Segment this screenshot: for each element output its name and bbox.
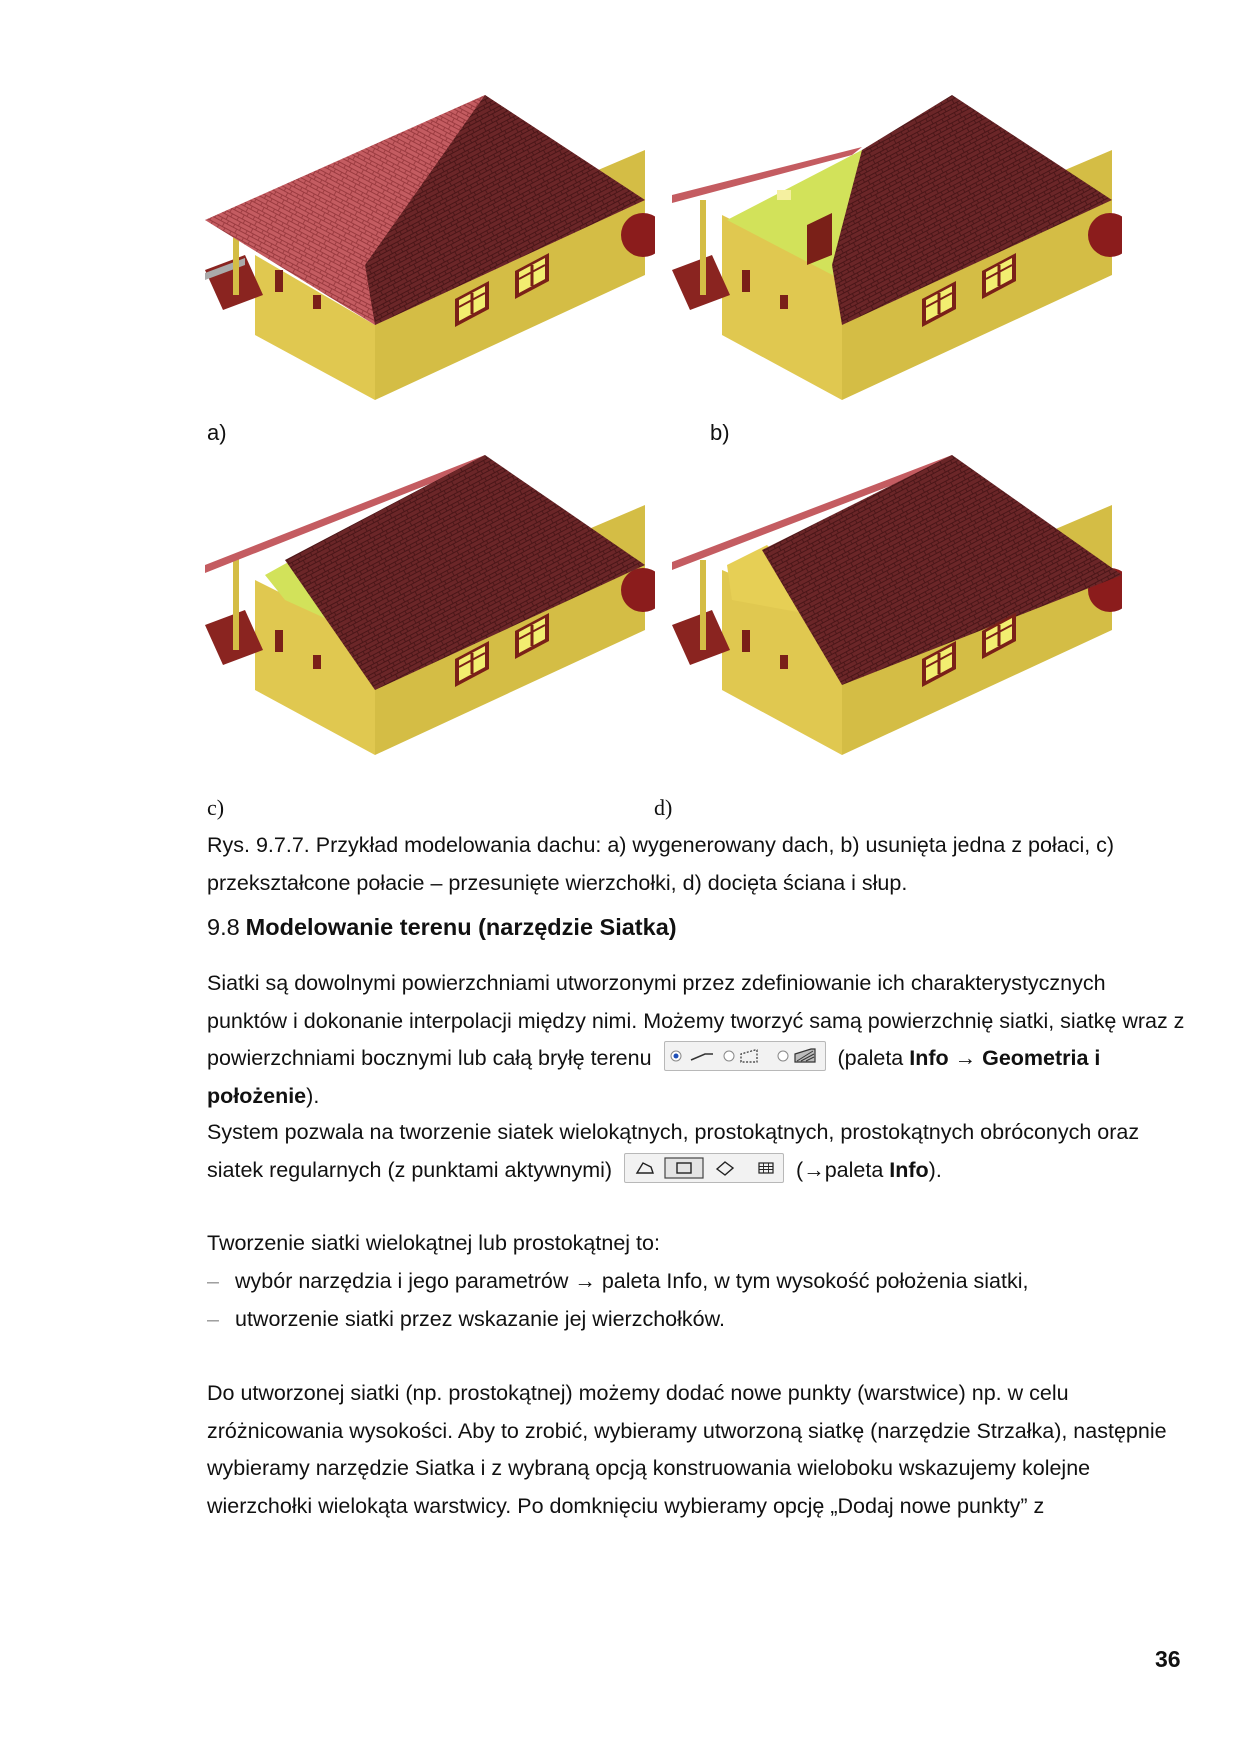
rotated-rectangle-mesh-icon [717,1162,733,1175]
figure-c-moved-vertices [205,450,655,770]
figure-c-label: c) [207,795,225,820]
figure-caption: Rys. 9.7.7. Przykład modelowania dachu: a) wygenerowany dach, b) usunięta jedna z połaci, c) przekształcone połacie – przesunięte wierzchołki, d) docięta ściana i słup. [207,833,1115,895]
list-dash: – [207,1306,219,1331]
mesh-method-toolbar[interactable] [624,1153,784,1183]
figure-a-label: a) [207,420,227,445]
paragraph-2-end: ). [928,1157,942,1182]
list-item [207,1301,1028,1339]
paragraph-1-end: ). [306,1083,320,1108]
section-title: Modelowanie terenu (narzędzie Siatka) [245,914,677,940]
list-item [207,1263,1028,1301]
figure-b-label: b) [710,420,730,445]
paragraph-2-info: Info [889,1157,929,1182]
paragraph-1-text: Siatki są dowolnymi powierzchniami utworzonymi przez zdefiniowanie ich charakterystycznych punktów i dokonanie interpolacji między nimi. Możemy tworzyć samą powierzchnię siatki, siatkę wraz z powierzchniami bocznymi lub całą bryłę terenu [207,971,1185,1070]
section-number: 9.8 [207,914,240,940]
figure-d-trimmed-wall [672,450,1122,770]
surface-sides-icon [741,1050,757,1062]
polygonal-mesh-icon [637,1163,653,1173]
surface-icon [691,1054,713,1060]
paragraph-1-geometria: Geometria i położenie [207,1046,1101,1108]
figure-a-hip-roof [205,95,655,415]
paragraph-2-paleta: (→paleta [796,1157,890,1182]
regular-mesh-icon [759,1163,773,1173]
list-dash: – [207,1269,219,1293]
paragraph-mesh-steps-intro: Tworzenie siatki wielokątnej lub prostokątnej to: [207,1231,660,1255]
paragraph-1-info: Info → [909,1046,977,1070]
mesh-type-radio-toolbar[interactable] [664,1041,826,1071]
figure-b-removed-plane [672,95,1122,415]
list-item-text: utworzenie siatki przez wskazanie jej wierzchołków. [235,1306,725,1331]
paragraph-mesh-intro [207,965,1187,1115]
list-item-text: wybór narzędzia i jego parametrów → paleta Info, w tym wysokość położenia siatki, [235,1269,1029,1293]
rectangular-mesh-button [665,1158,703,1178]
solid-radio-icon [778,1051,788,1061]
page-number: 36 [1155,1646,1181,1672]
paragraph-1-paleta: (paleta [837,1046,910,1070]
surface-sides-radio-icon [724,1051,734,1061]
paragraph-mesh-types [207,1114,1187,1189]
paragraph-add-points: Do utworzonej siatki (np. prostokątnej) możemy dodać nowe punkty (warstwice) np. w celu zróżnicowania wysokości. Aby to zrobić, wybieramy utworzoną siatkę (narzędzie Strzałka), następnie wybieramy narzędzie Siatka i z wybraną opcją konstruowania wieloboku wskazujemy kolejne wierzchołki wielokąta warstwicy. Po domknięciu wybieramy opcję „Dodaj nowe punkty” z [207,1381,1167,1518]
figure-d-label: d) [654,795,673,820]
section-heading [207,914,677,941]
paragraph-2-text: System pozwala na tworzenie siatek wielokątnych, prostokątnych, prostokątnych obróconych oraz siatek regularnych (z punktami aktywnymi) [207,1120,1140,1182]
mesh-steps-list [207,1263,1028,1338]
